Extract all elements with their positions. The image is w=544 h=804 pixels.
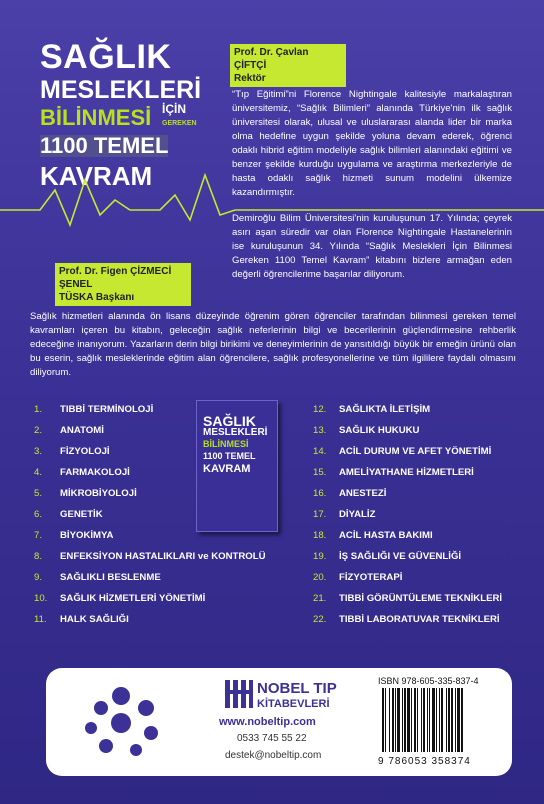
author-name: Prof. Dr. Figen ÇİZMECİ ŞENEL: [59, 266, 172, 290]
facebook-icon: [112, 687, 130, 705]
youtube-icon: [85, 722, 97, 734]
title-gereken: GEREKEN: [162, 120, 197, 127]
list-item: 10. SAĞLIK HİZMETLERİ YÖNETİMİ: [34, 593, 206, 604]
barcode-bar: [395, 688, 396, 752]
list-item: 21. TIBBİ GÖRÜNTÜLEME TEKNİKLERİ: [313, 593, 503, 604]
book-line-1: SAĞLIK: [203, 413, 256, 429]
list-item: 3. FİZYOLOJİ: [34, 446, 110, 457]
barcode-bar: [411, 688, 412, 752]
book-line-5: KAVRAM: [203, 463, 251, 475]
whatsapp-icon: [111, 713, 131, 733]
title-line-4: 1100 TEMEL: [40, 133, 169, 158]
author-name: Prof. Dr. Çavlan ÇİFTÇİ: [234, 47, 309, 71]
barcode-bar: [446, 688, 447, 752]
barcode-bar: [392, 688, 394, 752]
author-tuska: [55, 263, 191, 306]
linkedin-icon: [144, 726, 158, 740]
list-item: 22. TIBBİ LABORATUVAR TEKNİKLERİ: [313, 614, 500, 625]
list-item: 2. ANATOMİ: [34, 425, 104, 436]
author-role: Rektör: [234, 73, 266, 84]
twitter-icon: [94, 701, 108, 715]
barcode-bar: [389, 688, 390, 752]
list-item: 8. ENFEKSİYON HASTALIKLARI ve KONTROLÜ: [34, 551, 266, 562]
list-item: 17. DİYALİZ: [313, 509, 376, 520]
barcode-bar: [427, 688, 428, 752]
publisher-website[interactable]: www.nobeltip.com: [219, 716, 316, 728]
list-item: 16. ANESTEZİ: [313, 488, 387, 499]
social-icons: [66, 678, 176, 768]
list-item: 14. ACİL DURUM VE AFET YÖNETİMİ: [313, 446, 492, 457]
telegram-icon: [130, 744, 142, 756]
list-item: 19. İŞ SAĞLIĞI VE GÜVENLİĞİ: [313, 551, 462, 562]
barcode-bar: [414, 688, 416, 752]
paragraph-1: “Tıp Eğitimi”ni Florence Nightingale kalitesiyle markalaştıran üniversitemiz, “Sağlık Bilimleri” alanında Türkiye'nin ilk sağlık üniversitesi olarak, ulusal ve uluslararası alanda lider bir marka olma hedefine uygun şekilde yoluna devam ederek, öğrenci odaklı hibrid eğitim modeliyle sağlık bilimleri alanındaki eğitimi ve benzer şekilde kurduğu uygulama ve araştırma merkezleriyle de hasta odaklı sağlık hizmeti sunum modelini ülkemize kazandırmıştır.: [232, 89, 512, 198]
paragraph-3: Sağlık hizmetleri alanında ön lisans düzeyinde öğrenim gören öğrenciler tarafından bilinmesi gereken temel kavramları içeren bu kitabın, geleceğin sağlık neferlerinin bilgi ve becerilerinin güçlendirmesine rehberlik edeceğine inanıyorum. Yazarların derin bilgi birikimi ve deneyimlerinin de yansıtıldığı büyük bir emeğin ürünü olan bu eserin, sağlık mesleklerinde eğitim alan öğrencilere, sağlık profesyonellerine ve tüm ilgililere faydalı olmasını diliyorum.: [30, 311, 516, 378]
barcode-bar: [441, 688, 443, 752]
book-line-3: BİLİNMESİ: [203, 439, 249, 449]
list-item: 1. TIBBİ TERMİNOLOJİ: [34, 404, 154, 415]
barcode-bar: [402, 688, 403, 752]
isbn-block: [378, 676, 506, 770]
publisher-panel: [46, 668, 512, 776]
list-item: 9. SAĞLIKLI BESLENME: [34, 572, 161, 583]
barcode-bar: [404, 688, 406, 752]
title-line-5: KAVRAM: [40, 161, 153, 191]
barcode-bar: [417, 688, 418, 752]
list-item: 6. GENETİK: [34, 509, 103, 520]
publisher-phone: 0533 745 55 22: [237, 733, 307, 744]
barcode-bar: [382, 688, 384, 752]
list-item: 18. ACİL HASTA BAKIMI: [313, 530, 433, 541]
barcode-bar: [421, 688, 422, 752]
list-item: 5. MİKROBİYOLOJİ: [34, 488, 137, 499]
barcode-bar: [432, 688, 435, 752]
barcode-bar: [451, 688, 453, 752]
barcode-bar: [455, 688, 456, 752]
list-item: 12. SAĞLIKTA İLETİŞİM: [313, 404, 431, 415]
list-item: 11. HALK SAĞLIĞI: [34, 614, 129, 625]
barcode-bar: [429, 688, 430, 752]
barcode: [380, 688, 504, 754]
instagram-icon: [138, 700, 154, 716]
paragraph-2: Demiroğlu Bilim Üniversitesi'nin kuruluşunun 17. Yılında; çeyrek asırı aşan süredir var olan Florence Nightingale Hastanelerinin ise kuruluşunun 34. Yılında “Sağlık Meslekleri İçin Bilinmesi Gereken 1100 Temel Kavram” kitabını bizlere armağan eden değerli öğrencilerime başarılar diliyorum.: [232, 213, 512, 280]
title-line-1: SAĞLIK: [40, 38, 172, 76]
author-rector: [230, 44, 346, 87]
isbn-label: ISBN 978-605-335-837-4: [378, 676, 479, 686]
book-line-2: MESLEKLERİ: [203, 427, 268, 438]
barcode-bar: [436, 688, 437, 752]
book-line-4: 1100 TEMEL: [203, 451, 256, 461]
list-item: 7. BİYOKİMYA: [34, 530, 114, 541]
title-line-3: BİLİNMESİ: [40, 105, 152, 130]
barcode-bar: [397, 688, 400, 752]
barcode-bar: [423, 688, 425, 752]
book-thumbnail: [196, 400, 278, 532]
barcode-bar: [385, 688, 386, 752]
author-role: TÜSKA Başkanı: [59, 292, 135, 303]
list-item: 20. FİZYOTERAPİ: [313, 572, 403, 583]
title-line-2: MESLEKLERİ: [40, 76, 202, 104]
barcode-bar: [407, 688, 410, 752]
title-icin: İÇİN: [162, 102, 186, 116]
list-item: 13. SAĞLIK HUKUKU: [313, 425, 420, 436]
publisher-logo-icon: [223, 676, 255, 710]
pinterest-icon: [99, 739, 113, 753]
barcode-bar: [461, 688, 463, 752]
publisher-subname: KİTABEVLERİ: [257, 698, 330, 710]
isbn-digits: 9 786053 358374: [378, 756, 471, 767]
list-item: 4. FARMAKOLOJİ: [34, 467, 130, 478]
barcode-bar: [448, 688, 450, 752]
barcode-bar: [439, 688, 440, 752]
list-item: 15. AMELİYATHANE HİZMETLERİ: [313, 467, 474, 478]
publisher-name: NOBEL TIP: [257, 680, 337, 697]
publisher-email[interactable]: destek@nobeltip.com: [225, 750, 322, 761]
barcode-bar: [457, 688, 460, 752]
